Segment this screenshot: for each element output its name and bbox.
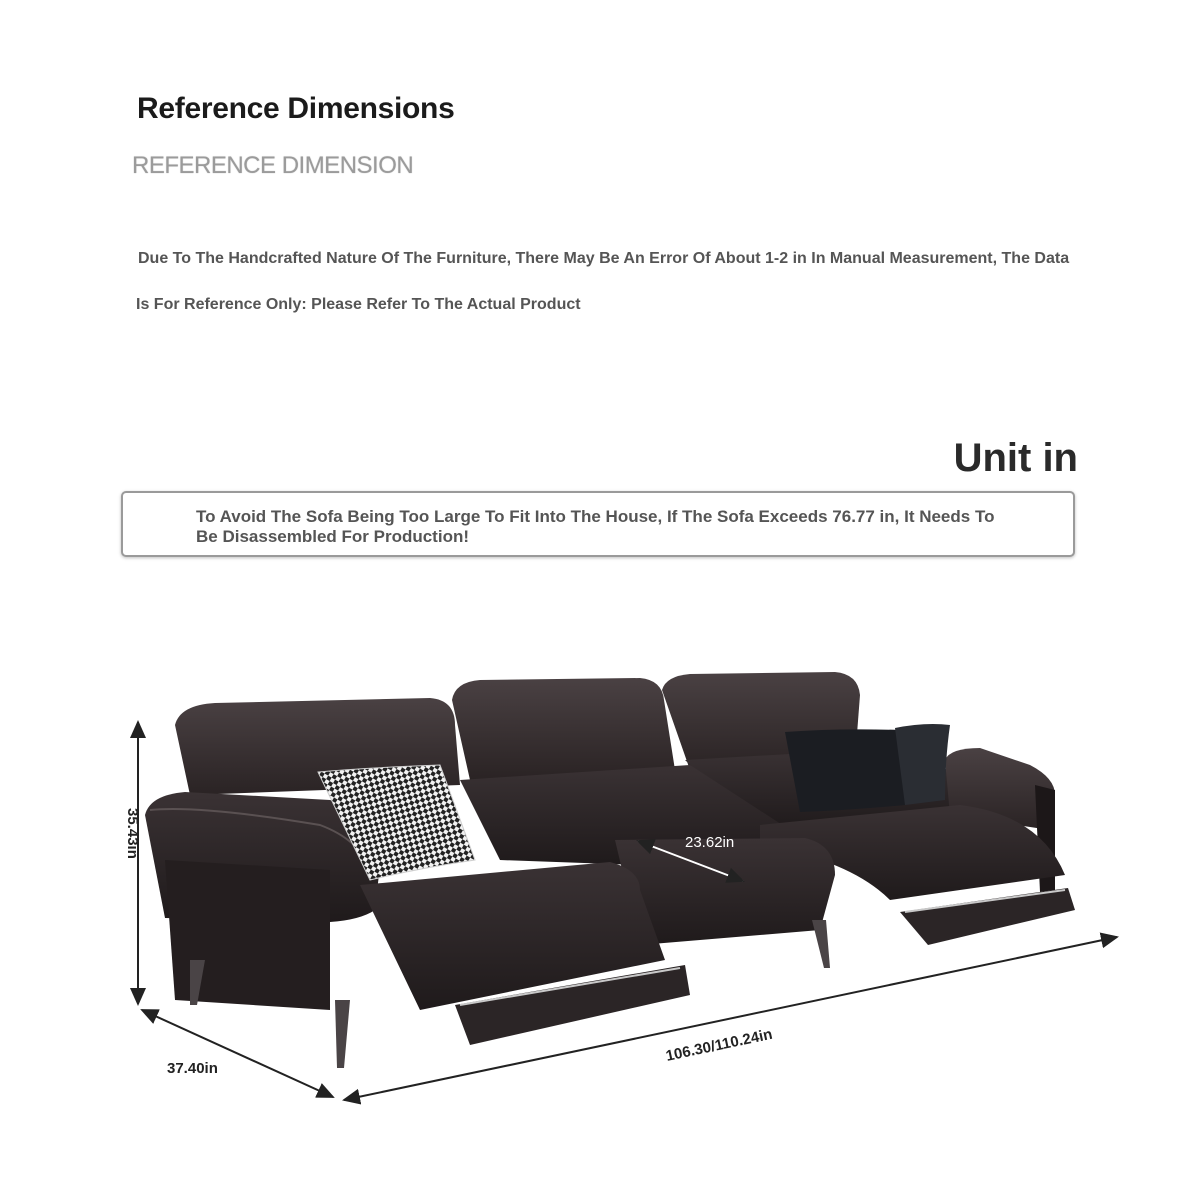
page-title: Reference Dimensions <box>137 92 455 125</box>
page-subtitle: REFERENCE DIMENSION <box>132 152 414 179</box>
depth-label: 37.40in <box>167 1060 218 1077</box>
sofa-figure <box>0 600 1200 1182</box>
height-label: 35.43in <box>124 808 141 859</box>
callout-text: To Avoid The Sofa Being Too Large To Fit Into The House, If The Sofa Exceeds 76.77 in, It Needs To Be Disassembled For Production! <box>196 507 995 546</box>
sofa-back-middle <box>452 678 675 780</box>
length-label: 106.30/110.24in <box>664 1025 774 1065</box>
unit-label: Unit in <box>953 436 1078 480</box>
sofa-leg <box>812 920 830 968</box>
sofa-illustration <box>145 672 1075 1068</box>
sofa-footrest-right <box>900 888 1075 945</box>
depth-line <box>142 1010 333 1097</box>
seat-depth-label: 23.62in <box>685 834 735 851</box>
disclaimer-line-1: Due To The Handcrafted Nature Of The Furniture, There May Be An Error Of About 1-2 in In Manual Measurement, The Data <box>138 250 1070 267</box>
pillow-dark <box>785 729 905 812</box>
sofa-leg <box>335 1000 350 1068</box>
callout-box <box>121 491 1075 557</box>
disclaimer-line-2: Is For Reference Only: Please Refer To The Actual Product <box>136 296 581 313</box>
